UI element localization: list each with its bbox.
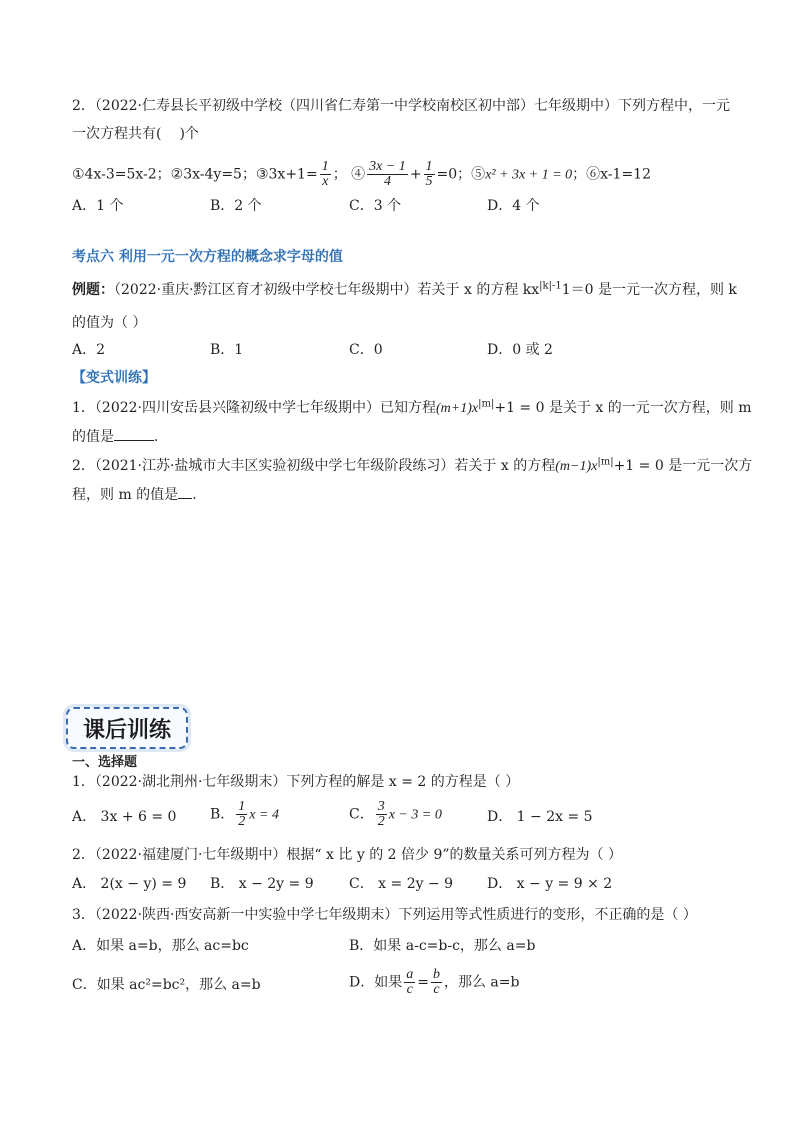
hw-q2-option-d[interactable]: D． x − y = 9 × 2 — [487, 876, 613, 892]
eq4-tail: =0；⑤ — [436, 166, 486, 183]
hw-q3-option-a[interactable]: A．如果 a=b，那么 ac=bc — [72, 938, 249, 954]
option-d-eq: = — [417, 974, 429, 991]
v2-tail: +1 = 0 是一元一次方 — [613, 458, 753, 474]
example-sup: |k|-1 — [539, 280, 562, 292]
part-title: 一、选择题 — [72, 755, 138, 770]
v1-text: 1．（2022·四川安岳县兴隆初级中学七年级期中）已知方程 — [72, 400, 436, 416]
v2-text: 2．（2021·江苏·盐城市大丰区实验初级中学七年级阶段练习）若关于 x 的方程 — [72, 458, 556, 474]
example-text-b: 1＝0 是一元一次方程，则 k — [561, 282, 737, 298]
hw-q3-stem: 3．（2022·陕西·西安高新一中实验中学七年级期末）下列运用等式性质进行的变形，不正确的是（ ） — [72, 907, 697, 923]
v1-line2: 的值是 — [72, 429, 114, 445]
answer-blank[interactable] — [178, 484, 192, 499]
variation-q2-line2 — [72, 484, 197, 505]
hw-q1-option-b[interactable] — [210, 800, 279, 830]
eq1-frac-den: x — [322, 174, 329, 189]
q2-stem-line2 — [72, 124, 199, 144]
option-d-label: D．如果 — [349, 974, 403, 991]
hw-q3-option-d[interactable] — [349, 968, 519, 997]
hw-q2-option-b[interactable]: B． x − 2y = 9 — [210, 876, 314, 892]
variation-title: 【变式训练】 — [72, 370, 156, 386]
hw-q1-option-d[interactable]: D． 1 − 2x = 5 — [487, 809, 593, 825]
eq4-fraction-2 — [424, 160, 435, 189]
frac-num: b — [432, 967, 440, 982]
variation-q1-line2 — [72, 426, 168, 447]
option-c-label: C． — [349, 806, 374, 823]
hw-q2-stem: 2．（2022·福建厦门·七年级期中）根据“ x 比 y 的 2 倍少 9”的数量关系可列方程为（ ） — [72, 847, 622, 863]
q2-stem-line1: 2．（2022·仁寿县长平初级中学校（四川省仁寿第一中学校南校区初中部）七年级期中）下列方程中，一元 — [72, 98, 730, 114]
eq1-frac-num: 1 — [321, 159, 329, 174]
answer-blank[interactable] — [114, 426, 154, 441]
eq4-frac2-den: 5 — [425, 174, 433, 189]
hw-q2-option-c[interactable]: C． x = 2y − 9 — [349, 876, 454, 892]
frac-den: 2 — [377, 814, 385, 829]
option-d-tail: ，那么 a=b — [443, 974, 520, 991]
hw-q1-option-a[interactable]: A． 3x + 6 = 0 — [72, 809, 177, 825]
option-b-label: B． — [210, 806, 235, 823]
example-option-c[interactable]: C．0 — [349, 342, 383, 358]
frac-num: 3 — [377, 799, 385, 814]
eq4-plus: + — [409, 166, 422, 183]
example-label: 例题： — [72, 282, 114, 298]
v2-line2: 程，则 m 的值是 — [72, 487, 179, 503]
q2-option-c[interactable]: C．3 个 — [349, 198, 402, 214]
v1-sup: |m| — [478, 398, 495, 410]
q2-option-b[interactable]: B．2 个 — [210, 198, 262, 214]
eq4-frac2-num: 1 — [425, 159, 433, 174]
eq4-frac1-den: 4 — [383, 174, 391, 189]
homework-badge: 课后训练 — [66, 707, 188, 749]
eq1: ①4x-3=5x-2；②3x-4y=5；③3x+1= — [72, 166, 318, 183]
hw-q3-option-c[interactable]: C．如果 ac²=bc²，那么 a=b — [72, 977, 261, 993]
option-c-fraction — [376, 800, 387, 829]
eq4-fraction-1 — [367, 160, 408, 189]
option-c-tail: x − 3 = 0 — [388, 807, 442, 823]
hw-q1-stem: 1．（2022·湖北荆州·七年级期末）下列方程的解是 x = 2 的方程是（ ） — [72, 774, 520, 790]
hw-q3-option-b[interactable]: B．如果 a-c=b-c，那么 a=b — [349, 938, 536, 954]
eq6: ；⑥x-1=12 — [572, 166, 651, 183]
q2-option-a[interactable]: A．1 个 — [72, 198, 124, 214]
frac-num: 1 — [238, 799, 246, 814]
option-b-fraction — [236, 800, 247, 829]
frac-den: 2 — [238, 814, 246, 829]
eq1-fraction — [320, 160, 331, 189]
example-option-d[interactable]: D．0 或 2 — [487, 342, 553, 358]
eq4-frac1-num: 3x − 1 — [369, 159, 406, 174]
q2-stem-line2-a: 一次方程共有( — [72, 126, 162, 142]
example-line1 — [72, 280, 737, 300]
option-b-tail: x = 4 — [249, 807, 279, 823]
v2-end: . — [192, 487, 197, 503]
option-d-fraction-1 — [404, 968, 415, 997]
q2-equations — [72, 160, 651, 190]
v2-sup: |m| — [597, 456, 614, 468]
v1-math: (m+1)x — [436, 401, 479, 416]
hw-q1-option-c[interactable] — [349, 800, 442, 830]
v1-end: ． — [154, 429, 168, 445]
frac-den: c — [406, 982, 413, 997]
frac-num: a — [406, 967, 414, 982]
v1-tail: +1 = 0 是关于 x 的一元一次方程，则 m — [494, 400, 752, 416]
eq-sep: ； ④ — [332, 166, 366, 183]
example-option-a[interactable]: A．2 — [72, 342, 106, 358]
variation-q1-line1 — [72, 398, 752, 419]
option-d-fraction-2 — [431, 968, 442, 997]
example-line2: 的值为（ ） — [72, 315, 147, 331]
example-text-a: （2022·重庆·黔江区育才初级中学校七年级期中）若关于 x 的方程 kx — [114, 282, 540, 298]
q2-option-d[interactable]: D．4 个 — [487, 198, 540, 214]
v2-math: (m−1)x — [555, 459, 598, 474]
frac-den: c — [433, 982, 440, 997]
variation-q2-line1 — [72, 456, 752, 477]
eq5: x² + 3x + 1 = 0 — [485, 167, 573, 183]
example-option-b[interactable]: B．1 — [210, 342, 244, 358]
hw-q2-option-a[interactable]: A． 2(x − y) = 9 — [72, 876, 187, 892]
section-title: 考点六 利用一元一次方程的概念求字母的值 — [72, 249, 343, 265]
q2-stem-line2-b: )个 — [179, 126, 199, 142]
